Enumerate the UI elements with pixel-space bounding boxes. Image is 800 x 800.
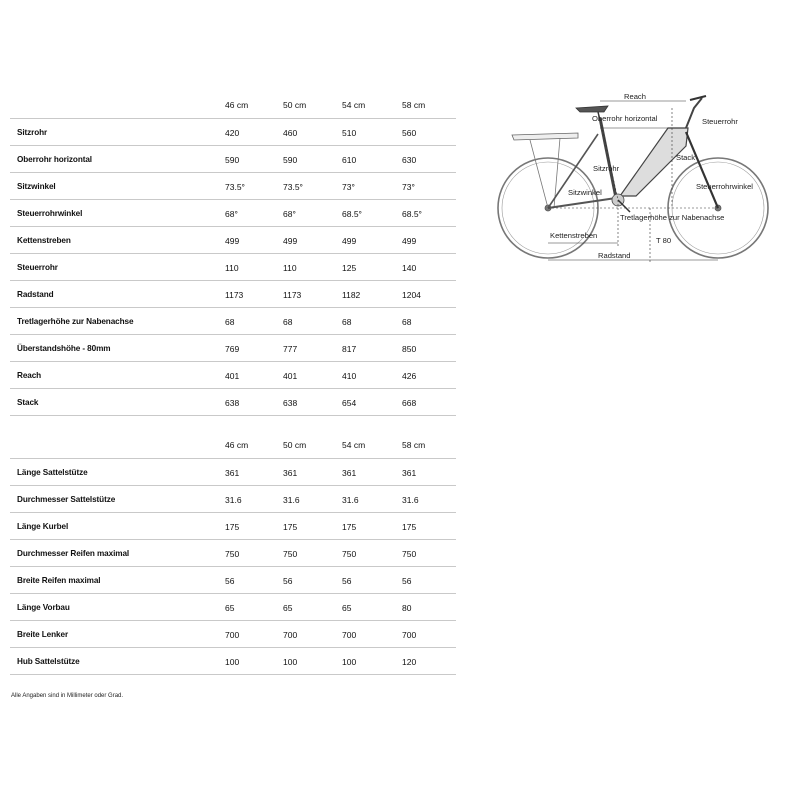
table-cell: 175 [283, 522, 298, 532]
table-cell: 499 [225, 236, 240, 246]
label-oberrohr: Oberrohr horizontal [592, 114, 658, 123]
row-label: Länge Sattelstütze [17, 468, 88, 477]
table-cell: 73.5° [283, 182, 303, 192]
table-cell: 1204 [402, 290, 421, 300]
table-cell: 560 [402, 128, 417, 138]
table-cell: 590 [225, 155, 240, 165]
table-cell: 750 [283, 549, 298, 559]
geometry-table-header [10, 92, 456, 119]
table-cell: 769 [225, 344, 240, 354]
table-cell: 668 [402, 398, 417, 408]
table-cell: 777 [283, 344, 298, 354]
table-row [10, 513, 456, 540]
table-cell: 110 [283, 263, 297, 273]
table-cell: 638 [225, 398, 240, 408]
header-size-50: 50 cm [283, 100, 307, 110]
label-tretlager: Tretlagerhöhe zur Nabenachse [620, 213, 725, 222]
header-size-58: 58 cm [402, 100, 426, 110]
table-row [10, 567, 456, 594]
label-stack: Stack [676, 153, 695, 162]
table-cell: 750 [225, 549, 240, 559]
table-cell: 700 [402, 630, 417, 640]
table-cell: 140 [402, 263, 417, 273]
table-row [10, 308, 456, 335]
table-cell: 510 [342, 128, 357, 138]
table-cell: 56 [225, 576, 235, 586]
table-cell: 110 [225, 263, 239, 273]
table-cell: 31.6 [225, 495, 242, 505]
table-cell: 73° [342, 182, 355, 192]
header-size-54: 54 cm [342, 100, 366, 110]
table-cell: 420 [225, 128, 240, 138]
header-size-46: 46 cm [225, 100, 249, 110]
table-row [10, 594, 456, 621]
table-cell: 73.5° [225, 182, 245, 192]
table-row [10, 281, 456, 308]
header-size-50: 50 cm [283, 440, 307, 450]
label-kettenstreben: Kettenstreben [550, 231, 598, 240]
table-cell: 361 [402, 468, 417, 478]
table-cell: 499 [283, 236, 298, 246]
table-cell: 426 [402, 371, 417, 381]
table-row [10, 389, 456, 416]
table-cell: 65 [342, 603, 352, 613]
label-steuerrohr: Steuerrohr [702, 117, 738, 126]
table-cell: 700 [283, 630, 298, 640]
row-label: Steuerrohrwinkel [17, 209, 83, 218]
table-cell: 410 [342, 371, 357, 381]
components-table-body [10, 459, 456, 675]
row-label: Länge Kurbel [17, 522, 69, 531]
row-label: Länge Vorbau [17, 603, 70, 612]
label-t80: T 80 [656, 236, 672, 245]
row-label: Tretlagerhöhe zur Nabenachse [17, 317, 134, 326]
table-cell: 1173 [283, 290, 302, 300]
table-cell: 68 [283, 317, 293, 327]
components-table [10, 434, 456, 675]
table-cell: 850 [402, 344, 417, 354]
geometry-table [10, 92, 456, 416]
table-row [10, 200, 456, 227]
geometry-table-body [10, 119, 456, 416]
footnote: Alle Angaben sind in Millimeter oder Grad. [11, 693, 124, 699]
table-cell: 700 [225, 630, 240, 640]
table-cell: 100 [342, 657, 357, 667]
label-sitzwinkel: Sitzwinkel [568, 188, 602, 197]
table-cell: 1182 [342, 290, 361, 300]
row-label: Hub Sattelstütze [17, 657, 80, 666]
table-cell: 100 [225, 657, 240, 667]
header-size-54: 54 cm [342, 440, 366, 450]
table-cell: 68.5° [402, 209, 422, 219]
table-cell: 80 [402, 603, 412, 613]
table-cell: 73° [402, 182, 415, 192]
table-cell: 638 [283, 398, 298, 408]
table-cell: 65 [283, 603, 293, 613]
components-table-header [10, 434, 456, 459]
table-row [10, 335, 456, 362]
table-cell: 361 [283, 468, 298, 478]
table-cell: 31.6 [283, 495, 300, 505]
table-cell: 68 [402, 317, 412, 327]
table-cell: 31.6 [342, 495, 359, 505]
table-cell: 499 [342, 236, 357, 246]
table-cell: 361 [342, 468, 357, 478]
bike-geometry-diagram [490, 88, 790, 278]
table-cell: 56 [342, 576, 352, 586]
table-row [10, 146, 456, 173]
row-label: Kettenstreben [17, 236, 71, 245]
table-cell: 175 [402, 522, 417, 532]
row-label: Steuerrohr [17, 263, 58, 272]
row-label: Radstand [17, 290, 54, 299]
header-size-58: 58 cm [402, 440, 426, 450]
table-cell: 654 [342, 398, 357, 408]
table-cell: 68.5° [342, 209, 362, 219]
row-label: Sitzwinkel [17, 182, 56, 191]
row-label: Stack [17, 398, 39, 407]
table-cell: 175 [342, 522, 357, 532]
table-cell: 100 [283, 657, 298, 667]
table-cell: 700 [342, 630, 357, 640]
label-radstand: Radstand [598, 251, 631, 260]
table-cell: 68° [283, 209, 296, 219]
table-cell: 817 [342, 344, 357, 354]
table-cell: 499 [402, 236, 417, 246]
label-sitzrohr: Sitzrohr [593, 164, 620, 173]
table-row [10, 362, 456, 389]
table-cell: 630 [402, 155, 417, 165]
row-label: Reach [17, 371, 42, 380]
table-cell: 590 [283, 155, 298, 165]
table-row [10, 254, 456, 281]
table-cell: 460 [283, 128, 298, 138]
table-row [10, 621, 456, 648]
row-label: Breite Lenker [17, 630, 69, 639]
table-cell: 68 [225, 317, 235, 327]
table-cell: 401 [225, 371, 240, 381]
table-cell: 125 [342, 263, 357, 273]
table-cell: 68° [225, 209, 238, 219]
table-row [10, 648, 456, 675]
table-row [10, 227, 456, 254]
table-cell: 68 [342, 317, 352, 327]
table-row [10, 119, 456, 146]
row-label: Durchmesser Reifen maximal [17, 549, 130, 558]
table-cell: 401 [283, 371, 298, 381]
table-cell: 65 [225, 603, 235, 613]
table-cell: 120 [402, 657, 417, 667]
table-cell: 1173 [225, 290, 244, 300]
label-reach: Reach [624, 92, 646, 101]
header-size-46: 46 cm [225, 440, 249, 450]
table-cell: 175 [225, 522, 240, 532]
table-row [10, 540, 456, 567]
row-label: Überstandshöhe - 80mm [17, 344, 111, 353]
row-label: Breite Reifen maximal [17, 576, 101, 585]
row-label: Durchmesser Sattelstütze [17, 495, 116, 504]
table-cell: 31.6 [402, 495, 419, 505]
table-cell: 361 [225, 468, 240, 478]
table-row [10, 173, 456, 200]
table-row [10, 459, 456, 486]
label-steuerrohrwinkel: Steuerrohrwinkel [696, 182, 753, 191]
row-label: Oberrohr horizontal [17, 155, 92, 164]
table-cell: 56 [402, 576, 412, 586]
row-label: Sitzrohr [17, 128, 48, 137]
table-cell: 750 [402, 549, 417, 559]
table-cell: 56 [283, 576, 293, 586]
table-cell: 610 [342, 155, 357, 165]
table-row [10, 486, 456, 513]
table-cell: 750 [342, 549, 357, 559]
